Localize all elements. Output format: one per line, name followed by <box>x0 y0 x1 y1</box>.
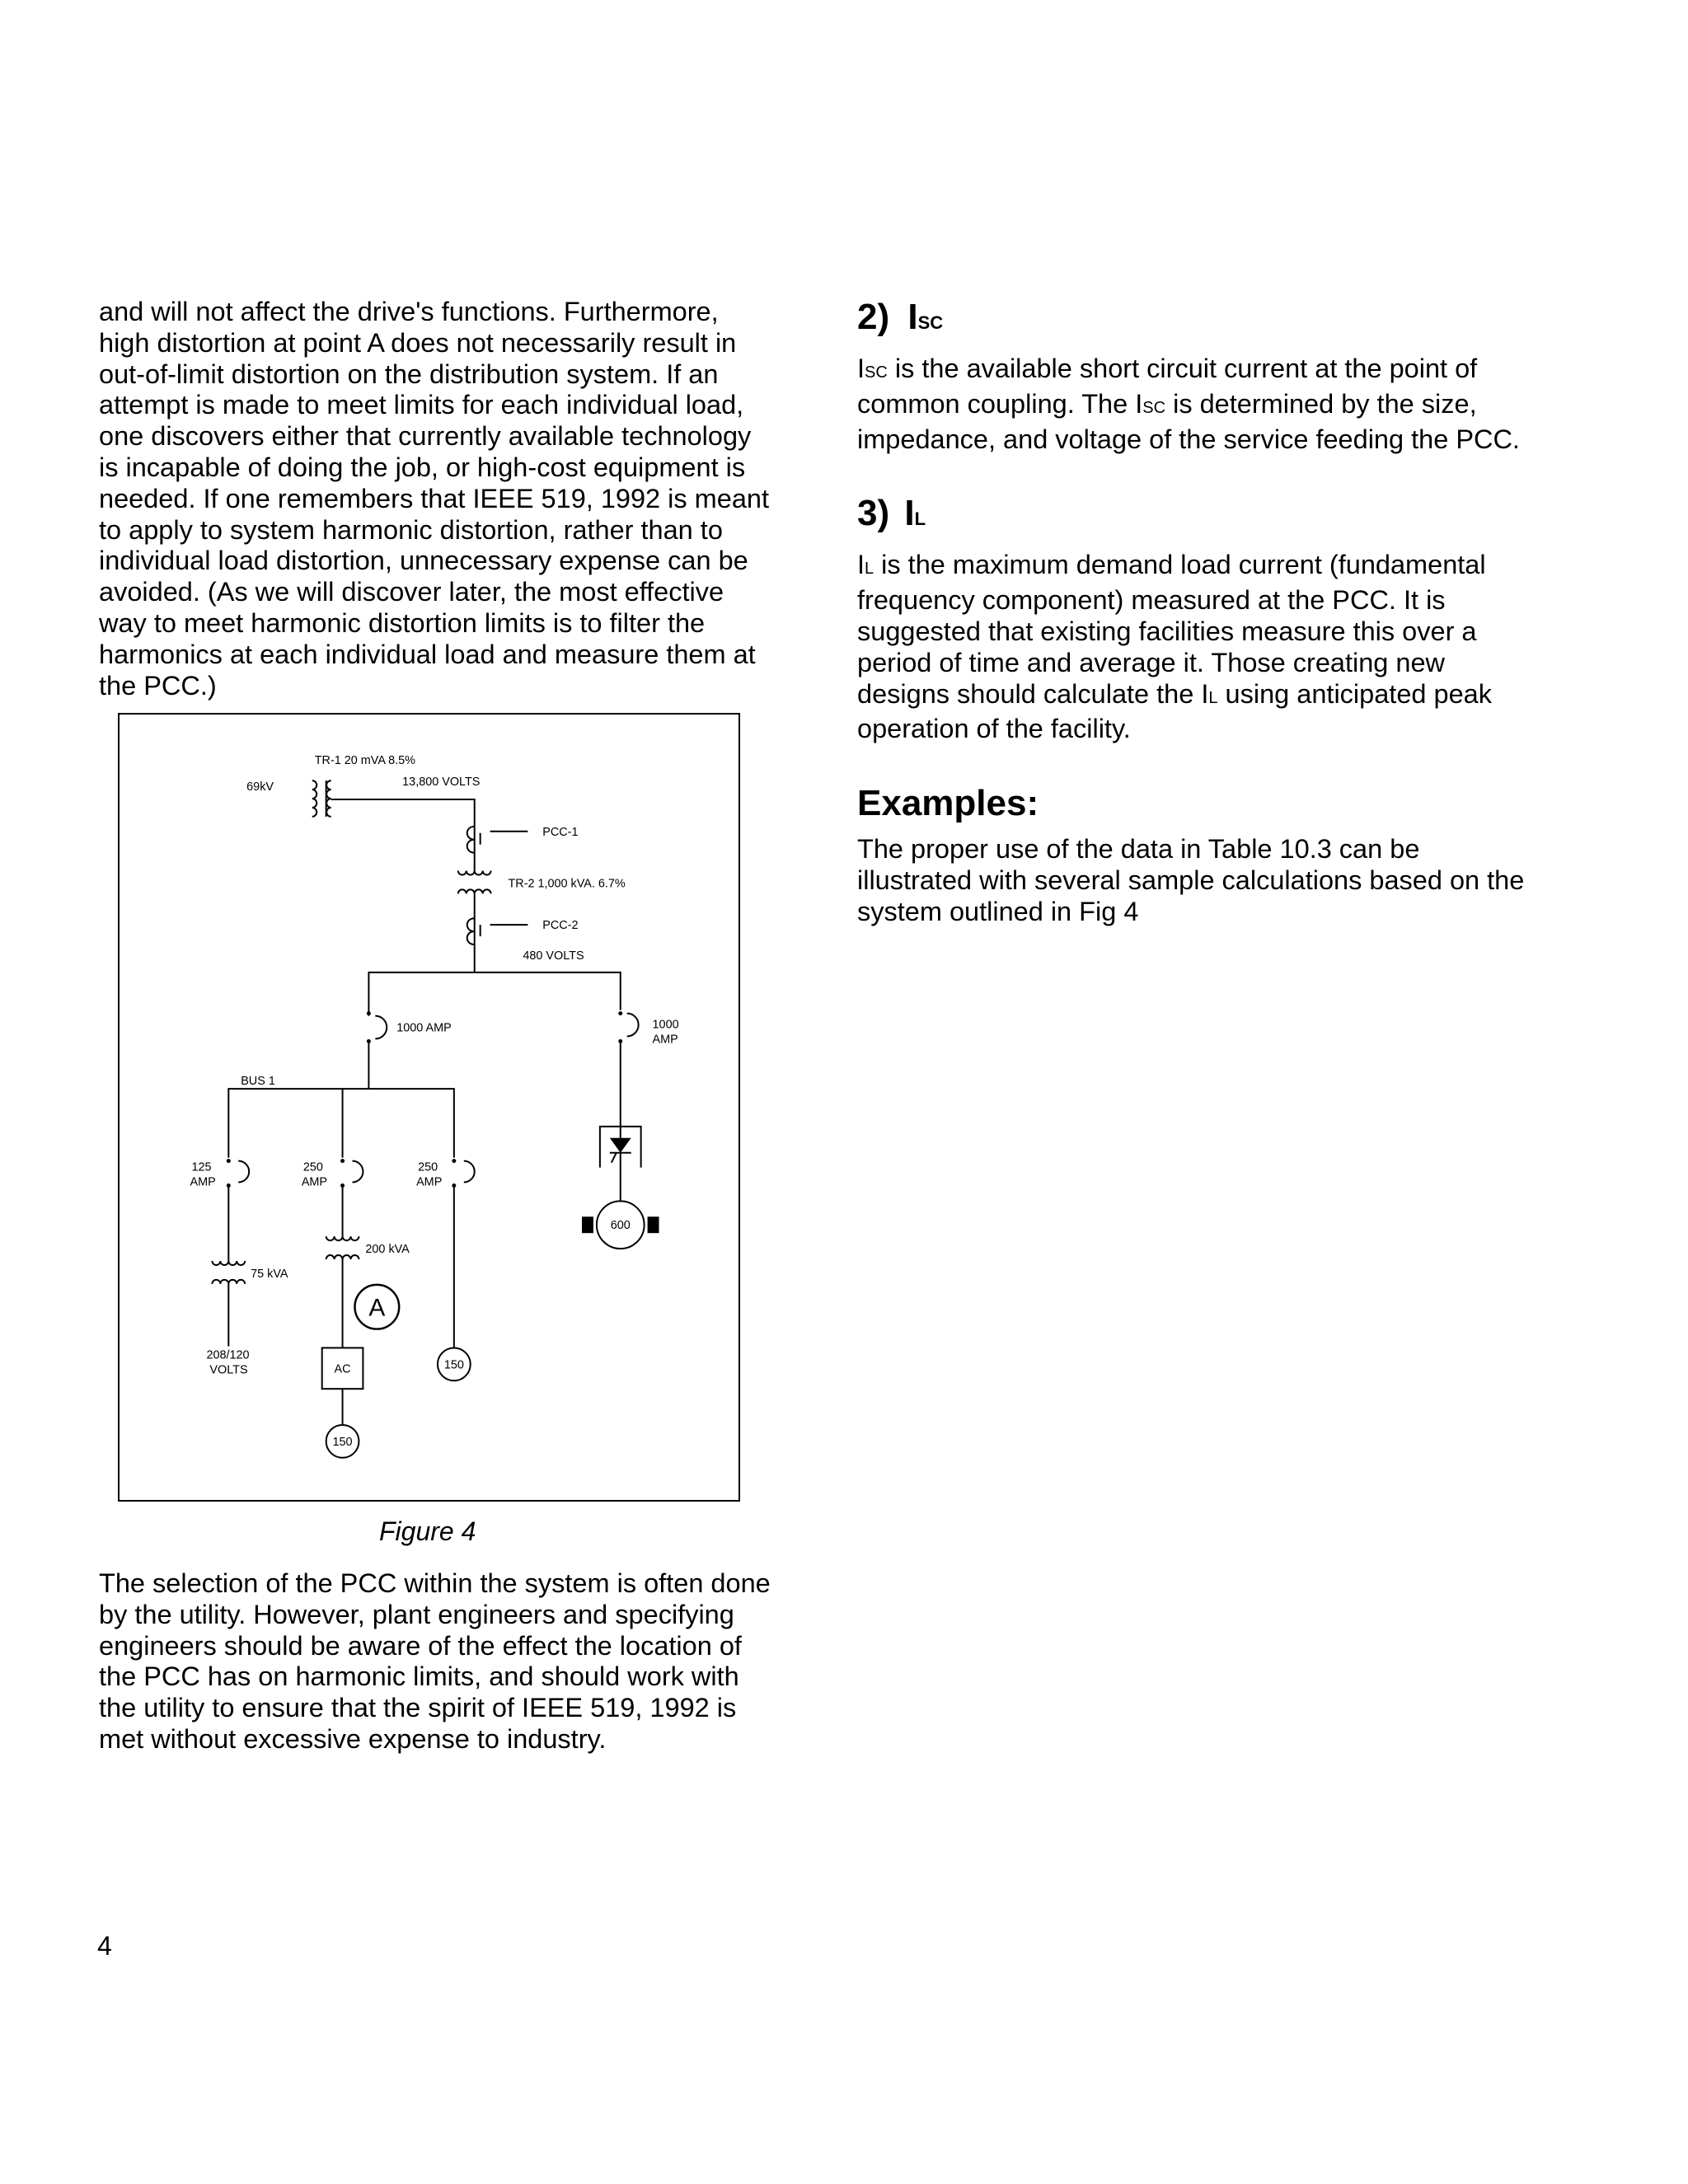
drive-breaker-label-1: 1000 <box>652 1018 679 1032</box>
intro-paragraph: and will not affect the drive's functions. Furthermore, high distortion at point A does not necessarily result in out-of-limit distortion on the distribution system. If an attempt is made to meet limits for each individual load, one discovers either that currently available technology is incapable of doing the job, or high-cost equipment is needed. If one remembers that IEEE 519, 1992 is meant to apply to system harmonic distortion, rather than to individual load distortion, unnecessary expense can be avoided. (As we will discover later, the most effective way to meet harmonic distortion limits is to filter the harmonics at each individual load and measure them at the PCC.) <box>99 297 769 701</box>
v13800-label: 13,800 VOLTS <box>402 776 481 790</box>
branch-breaker-125-symbol <box>227 1159 249 1261</box>
xf75-label: 75 kVA <box>251 1267 288 1281</box>
svg-text:150: 150 <box>443 1358 464 1372</box>
xfmr-75kva-symbol <box>212 1261 245 1346</box>
svg-text:600: 600 <box>610 1219 631 1233</box>
tr1-transformer-symbol <box>312 780 331 817</box>
branch-breaker-250a-symbol <box>340 1159 363 1236</box>
il-heading: 3) IL <box>857 493 926 534</box>
figure-4-diagram <box>118 713 740 1502</box>
drive-breaker-symbol <box>618 1011 638 1141</box>
examples-heading: Examples: <box>857 783 1039 824</box>
figure-caption: Figure 4 <box>379 1516 476 1546</box>
point-a-marker <box>354 1285 399 1329</box>
page-number: 4 <box>97 1931 112 1961</box>
bus1-label: BUS 1 <box>241 1075 275 1089</box>
v208-label-2: VOLTS <box>209 1363 248 1377</box>
v208-label-1: 208/120 <box>206 1348 250 1362</box>
13800v-bus-line <box>331 799 475 827</box>
main-breaker-label: 1000 AMP <box>396 1021 452 1035</box>
bus1-line <box>228 1089 454 1158</box>
motor-150-ac <box>326 1425 359 1458</box>
pcc1-ct-symbol <box>467 827 481 871</box>
isc-paragraph: ISC is the available short circuit current at the point of common coupling. The ISC is determined by the size, impedance, and voltage of the service feeding the PCC. <box>857 354 1520 454</box>
main-breaker-symbol <box>367 1011 387 1089</box>
v480-label: 480 VOLTS <box>523 949 584 963</box>
right-column <box>857 297 1541 928</box>
xfmr-200kva-symbol <box>326 1236 359 1347</box>
motor-600 <box>582 1201 659 1249</box>
one-line-diagram-svg <box>120 715 738 1500</box>
svg-text:150: 150 <box>332 1435 353 1449</box>
480v-bus-line <box>368 972 620 1016</box>
br2-label-2: AMP <box>301 1175 328 1189</box>
il-paragraph: IL is the maximum demand load current (fundamental frequency component) measured at the PCC. It is suggested that existing facilities measure this over a period of time and average it. Those creating new designs should calculate the IL using anticipated peak operation of the facility. <box>857 550 1492 744</box>
pcc-selection-paragraph: The selection of the PCC within the system is often done by the utility. However, plant engineers and specifying engineers should be aware of the effect the location of the PCC has on harmonic limits, and should work with the utility to ensure that the spirit of IEEE 519, 1992 is met without excessive expense to industry. <box>99 1568 771 1754</box>
ac-drive-box <box>322 1347 363 1425</box>
pcc1-label: PCC-1 <box>542 825 579 839</box>
left-column-bottom <box>99 1568 775 1755</box>
br3-label-2: AMP <box>416 1175 443 1189</box>
tr2-transformer-symbol <box>458 871 491 921</box>
tr1-label: TR-1 20 mVA 8.5% <box>314 754 415 768</box>
isc-heading: 2) ISC <box>857 297 944 337</box>
tr2-label: TR-2 1,000 kVA. 6.7% <box>508 877 626 891</box>
pcc2-ct-symbol <box>467 918 481 972</box>
left-column-top <box>99 297 775 701</box>
drive-breaker-label-2: AMP <box>652 1033 678 1047</box>
br3-label-1: 250 <box>418 1160 438 1174</box>
branch-breaker-250b-symbol <box>452 1159 474 1347</box>
xf200-label: 200 kVA <box>365 1243 410 1257</box>
br2-label-1: 250 <box>302 1160 323 1174</box>
examples-paragraph: The proper use of the data in Table 10.3 can be illustrated with several sample calculations based on the system outlined in Fig 4 <box>857 834 1525 926</box>
svg-text:AC: AC <box>334 1362 351 1376</box>
br1-label-2: AMP <box>190 1175 216 1189</box>
v69-label: 69kV <box>246 780 274 794</box>
svg-text:A: A <box>368 1294 386 1322</box>
motor-150-direct <box>438 1347 471 1380</box>
pcc2-label: PCC-2 <box>542 919 579 933</box>
br1-label-1: 125 <box>191 1160 212 1174</box>
